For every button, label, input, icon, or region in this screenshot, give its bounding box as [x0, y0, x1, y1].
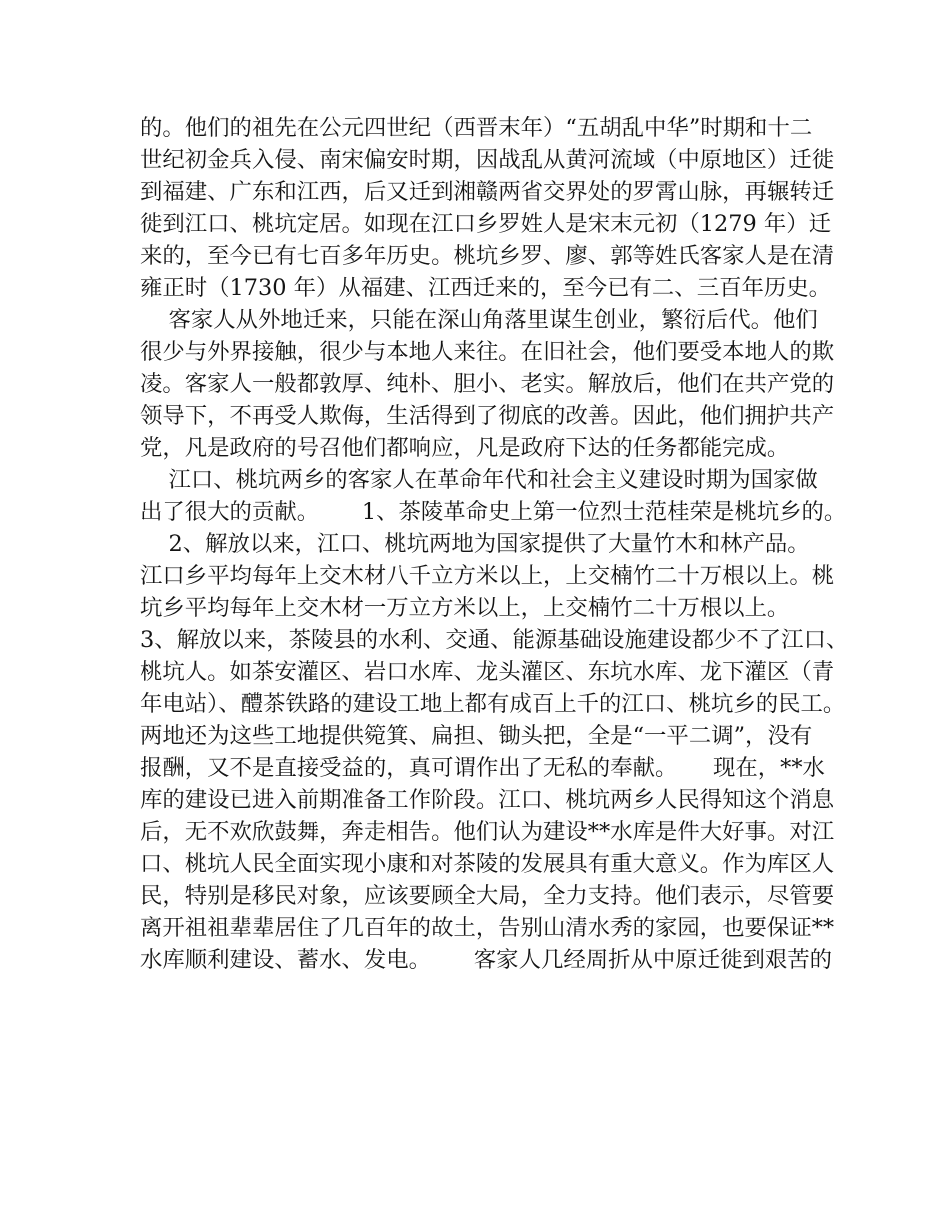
- text-line: 库的建设已进入前期准备工作阶段。江口、桃坑两乡人民得知这个消息: [140, 787, 835, 813]
- text-line: 民，特别是移民对象，应该要顾全大局，全力支持。他们表示，尽管要: [140, 883, 835, 909]
- text-line: 离开祖祖辈辈居住了几百年的故土，告别山清水秀的家园，也要保证**: [140, 915, 835, 941]
- text-line: 凌。客家人一般都敦厚、纯朴、胆小、老实。解放后，他们在共产党的: [140, 371, 835, 397]
- text-line: 出了很大的贡献。 1、茶陵革命史上第一位烈士范桂荣是桃坑乡的。: [140, 499, 847, 525]
- text-line: 世纪初金兵入侵、南宋偏安时期，因战乱从黄河流域（中原地区）迁徙: [140, 147, 835, 173]
- text-line: 口、桃坑人民全面实现小康和对茶陵的发展具有重大意义。作为库区人: [140, 851, 835, 877]
- text-line: 的。他们的祖先在公元四世纪（西晋末年）“五胡乱中华”时期和十二: [140, 115, 813, 141]
- text-line: 年电站）、醴茶铁路的建设工地上都有成百上千的江口、桃坑乡的民工。: [140, 691, 846, 717]
- text-line: 很少与外界接触，很少与本地人来往。在旧社会，他们要受本地人的欺: [140, 339, 835, 365]
- text-line: 坑乡平均每年上交木材一万立方米以上，上交楠竹二十万根以上。: [140, 595, 790, 621]
- text-line: 江口乡平均每年上交木材八千立方米以上，上交楠竹二十万根以上。桃: [140, 563, 835, 589]
- text-line: 领导下，不再受人欺侮，生活得到了彻底的改善。因此，他们拥护共产: [140, 403, 835, 429]
- text-line: 后，无不欢欣鼓舞，奔走相告。他们认为建设**水库是件大好事。对江: [140, 819, 835, 845]
- text-line: 两地还为这些工地提供箢箕、扁担、锄头把，全是“一平二调”，没有: [140, 723, 813, 749]
- document-body: [140, 112, 849, 976]
- text-line: 党，凡是政府的号召他们都响应，凡是政府下达的任务都能完成。: [140, 435, 790, 461]
- text-line: 来的，至今已有七百多年历史。桃坑乡罗、廖、郭等姓氏客家人是在清: [140, 243, 835, 269]
- text-line: 江口、桃坑两乡的客家人在革命年代和社会主义建设时期为国家做: [140, 467, 818, 493]
- text-line: 客家人从外地迁来，只能在深山角落里谋生创业，繁衍后代。他们: [140, 307, 818, 333]
- text-line: 3、解放以来，茶陵县的水利、交通、能源基础设施建设都少不了江口、: [140, 627, 849, 653]
- text-line: 桃坑人。如茶安灌区、岩口水库、龙头灌区、东坑水库、龙下灌区（青: [140, 659, 835, 685]
- text-line: 水库顺利建设、蓄水、发电。 客家人几经周折从中原迁徙到艰苦的: [140, 947, 833, 973]
- text-line: 报酬，又不是直接受益的，真可谓作出了无私的奉献。 现在，**水: [140, 755, 825, 781]
- text-line: 雍正时（1730 年）从福建、江西迁来的，至今已有二、三百年历史。: [140, 275, 832, 301]
- text-line: 到福建、广东和江西，后又迁到湘赣两省交界处的罗霄山脉，再辗转迁: [140, 179, 835, 205]
- text-line: 徙到江口、桃坑定居。如现在江口乡罗姓人是宋末元初（1279 年）迁: [140, 211, 832, 237]
- text-line: 2、解放以来，江口、桃坑两地为国家提供了大量竹木和林产品。: [140, 531, 810, 557]
